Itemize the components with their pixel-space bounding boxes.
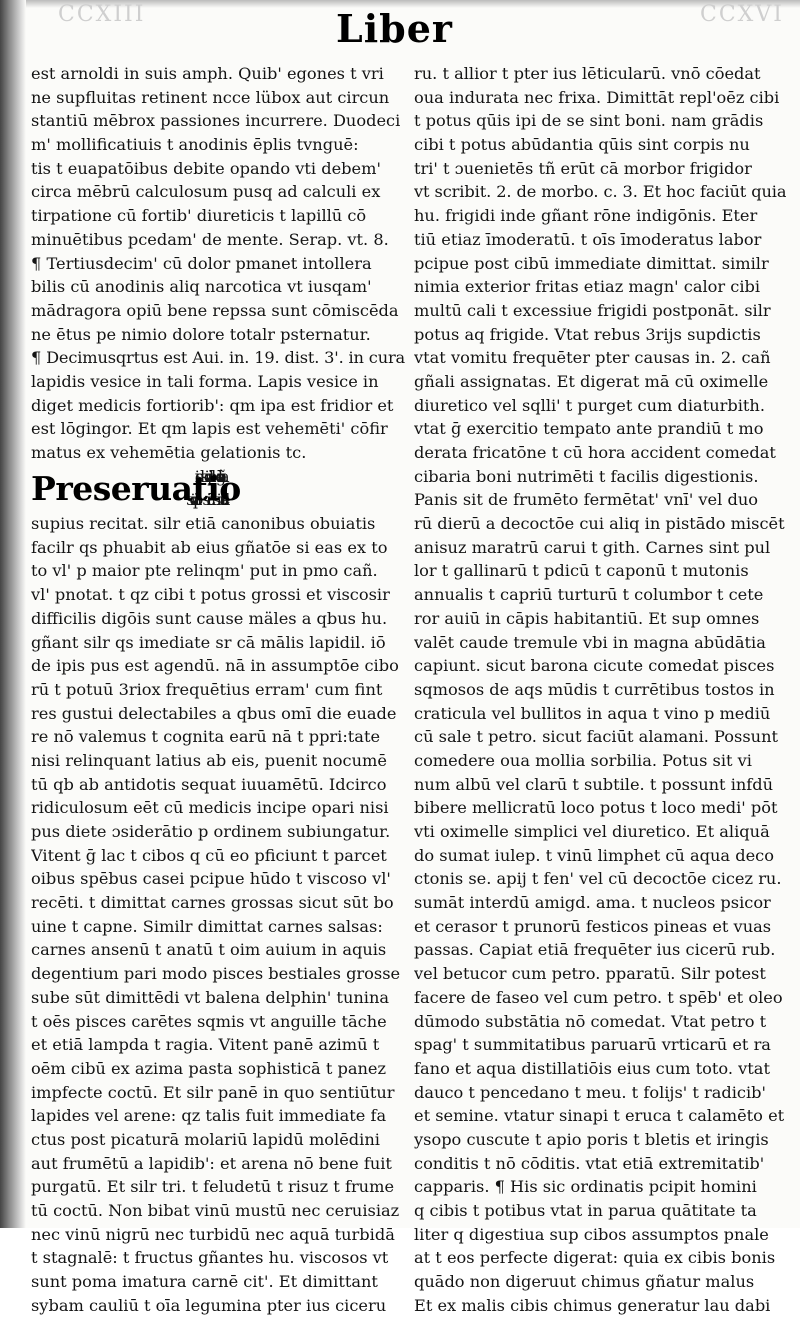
text-line: craticula vel bullitos in aqua t vino p mediū (414, 703, 771, 723)
text-line: vel betucor cum petro. pparatū. Silr potest (414, 964, 766, 984)
text-line: lapides vel arene: qz talis fuit immediate fa (31, 1106, 387, 1126)
text-line: tis t euapatōibus debite opando vti debem' (31, 158, 381, 178)
text-line: sumāt interdū amigd. ama. t nucleos psicor (414, 893, 771, 913)
text-line: nisi relinquant latius ab eis, puenit nocumē (31, 750, 387, 770)
text-line: aut frumētū a lapidib': et arena nō bene fuit (31, 1153, 392, 1173)
text-line: m' mollificatiuis t anodinis ēplis tvnguē: (31, 135, 359, 155)
text-line: est lōgingor. Et qm lapis est vehemēti' cōfir (31, 419, 388, 439)
text-line: bilis cū anodinis aliq narcotica vt iusqam' (31, 277, 372, 297)
text-line: re nō valemus t cognita earū nā t ppri:tate (31, 727, 381, 747)
text-line: purgatū. Et silr tri. t feludetū t risuz t frume (31, 1177, 395, 1197)
text-line: vtat ḡ exercitio tempato ante prandiū t mo (414, 419, 764, 439)
text-line: pus diete ɔsiderātio p ordinem subiungatur. (31, 822, 391, 842)
text-line: oua indurata nec frixa. Dimittāt repl'oēz cibi (414, 87, 780, 107)
text-line: tirpatione cū fortib' diureticis t lapillū cō (31, 206, 367, 226)
text-line: vt scribit. 2. de morbo. c. 3. Et hoc faciūt quia (414, 182, 786, 202)
text-line: vtat vomitu frequēter pter causas in. 2. cañ (414, 348, 771, 368)
text-line: capiunt. sicut barona cicute comedat pisces (414, 656, 775, 676)
text-line: quādo non digeruut chimus gñatur malus (414, 1272, 755, 1292)
text-line: ridiculosum eēt cū medicis incipe opari nisi (31, 798, 389, 818)
right-column (414, 62, 786, 1317)
text-line: tiū etiaz īmoderatū. t oīs īmoderatus labor (414, 229, 762, 249)
text-line: ne ētus pe nimio dolore totalr psternatur. (31, 324, 371, 344)
text-line: recēti. t dimittat carnes grossas sicut sūt bo (31, 893, 394, 913)
text-line: dūmodo substātia nō comedat. Vtat petro t (414, 1011, 767, 1031)
text-line: ror auiū in cāpis habitantiū. Et sup omnes (414, 608, 760, 628)
text-line: ysopo cuscute t apio poris t bletis et iringis (414, 1129, 769, 1149)
text-line: liter q digestiua sup cibos assumptos pnale (414, 1224, 769, 1244)
text-line: cibaria boni nutrimēti t facilis digestionis. (414, 466, 759, 486)
text-line: sunt poma imatura carnē cit'. Et dimittant (31, 1272, 378, 1292)
gutter-shadow (0, 0, 26, 1228)
preseruatio-initial-block (31, 465, 405, 512)
text-line: tri' t ɔuenietēs tñ erūt cā morbor frigidor (414, 158, 752, 178)
text-line: ctonis se. apij t fen' vel cū decoctōe cicez ru. (414, 869, 782, 889)
text-line: fano et aqua distillatiōis eius cum toto. vtat (414, 1058, 770, 1078)
text-line: de ipis pus est agendū. nā in assumptōe cibo (31, 656, 399, 676)
text-line: hu. frigidi inde gñant rōne indigōnis. Eter (414, 206, 758, 226)
text-line: tū coctū. Non bibat vinū mustū nec ceruisiaz (31, 1201, 400, 1221)
bleed-through-folio-left: CCXIII (58, 2, 146, 27)
text-line: facere de faseo vel cum petro. t spēb' et oleo (414, 987, 783, 1007)
text-line: Et ex malis cibis chimus generatur lau dabi (414, 1295, 771, 1315)
text-line: Panis sit de frumēto fermētat' vnī' vel duo (414, 490, 758, 510)
text-line: facilr qs phuabit ab eius gñatōe si eas ex to (31, 537, 388, 557)
text-line: et cerasor t prunorū festicos pineas et vuas (414, 916, 772, 936)
text-line: t oēs pisces carētes sqmis vt anguille tāche (31, 1011, 387, 1031)
text-line: diget medicis fortiorib': qm ipa est fridior et (31, 395, 394, 415)
text-line: potus aq frigide. Vtat rebus 3rijs supdictis (414, 324, 761, 344)
text-line: to vl' p maior pte relinqm' put in pmo cañ. (31, 561, 378, 581)
text-line: stantiū mēbrox passiones incurrere. Duodeci (31, 111, 401, 131)
text-line: gñant silr qs imediate sr cā mālis lapidil. iō (31, 632, 386, 652)
text-line: ne supfluitas retinent ncce lübox aut circun (31, 87, 390, 107)
text-line: vti oximelle simplici vel diuretico. Et aliquā (414, 822, 770, 841)
text-line: Vitent ḡ lac t cibos q cū eo pficiunt t parcet (31, 845, 387, 865)
text-line: annualis t capriū turturū t columbor t cete (414, 585, 764, 605)
text-line: at t eos perfecte digerat: quia ex cibis bonis (414, 1248, 776, 1268)
text-line: dauco t pencedano t meu. t folijs' t radicib' (414, 1082, 766, 1102)
text-line: supius recitat. silr etiā canonibus obuiatis (31, 514, 376, 534)
text-line: res gustui delectabiles a qbus omī die euade (31, 703, 397, 723)
text-line: difficilis digōis sunt cause mäles a qbus hu. (31, 608, 388, 628)
text-line: oibus spēbus casei pcipue hūdo t viscoso vl' (31, 869, 391, 889)
text-line: diuretico vel sqlli' t purget cum diaturbith. (414, 395, 765, 415)
left-column-text-bottom (31, 512, 405, 1317)
text-line: impfecte coctū. Et silr panē in quo sentiūtur (31, 1082, 395, 1102)
initial-heading: Preseruatio (31, 468, 241, 508)
text-line: cibi t potus abūdantia qūis sint corpis nu (414, 135, 750, 155)
text-line: oēm cibū ex azima pasta sophisticā t panez (31, 1058, 387, 1078)
text-line: t stagnalē: t fructus gñantes hu. viscosos vt (31, 1248, 389, 1268)
text-line: minuētibus pcedam' de mente. Serap. vt. 8. (31, 229, 389, 249)
text-line: derata fricatōne t cū hora accident comedat (414, 443, 776, 462)
text-line: matus ex vehemētia gelationis tc. (31, 443, 307, 462)
text-line: bibere mellicratū loco potus t loco medi' pōt (414, 798, 778, 818)
text-line: spag' t summitatibus paruarū vrticarū et ra (414, 1035, 771, 1055)
text-line: nec vinū nigrū nec turbidū nec aquā turbidā (31, 1224, 395, 1244)
text-line: carnes ansenū t anatū t oim auium in aquis (31, 940, 387, 960)
text-line: capparis. ¶ His sic ordinatis pcipit homini (414, 1177, 757, 1197)
text-line: est arnoldi in suis amph. Quib' egones t vri (31, 64, 384, 83)
text-line: sqmosos de aqs mūdis t currētibus tostos in (414, 679, 775, 699)
text-line: lor t gallinarū t pdicū t caponū t mutonis (414, 561, 749, 581)
text-line: sube sūt dimittēdi vt balena delphin' tunina (31, 987, 390, 1007)
text-line: anisuz maratrū carui t gith. Carnes sint pul (414, 537, 771, 557)
text-line: conditis t nō cōditis. vtat etiā extremitatib' (414, 1153, 765, 1173)
text-line: q cibis t potibus vtat in parua quātitate ta (414, 1201, 757, 1220)
text-line: uine t capne. Similr dimittat carnes salsas: (31, 916, 383, 936)
text-line: tū qb ab antidotis sequat iuuamētū. Idcirco (31, 774, 387, 794)
text-line: comedere oua mollia sorbilia. Potus sit vi (414, 750, 752, 770)
bleed-through-folio-right: CCXVI (700, 2, 784, 27)
text-line: lapidis vesice in tali forma. Lapis vesice in (31, 371, 379, 391)
text-line: valēt caude tremule vbi in magna abūdātia (414, 632, 766, 652)
text-line: ¶ Decimusqrtus est Aui. in. 19. dist. 3'. in cura (31, 348, 405, 368)
text-line: vl' pnotat. t qz cibi t potus grossi et viscosir (31, 585, 390, 605)
text-line: ru. t allior t pter ius lēticularū. vnō cōedat (414, 64, 761, 83)
text-line: passas. Capiat etiā frequēter ius cicerū rub. (414, 940, 776, 960)
text-line: do sumat iulep. t vinū limphet cū aqua deco (414, 845, 774, 865)
text-line: circa mēbrū calculosum pusq ad calculi ex (31, 182, 381, 202)
text-line: num albū vel clarū t subtile. t possunt infdū (414, 774, 774, 794)
text-line: rū dierū a decoctōe cui aliq in pistādo miscēt (414, 514, 785, 534)
text-line: sybam cauliū t oīa legumina pter ius ciceru (31, 1295, 387, 1315)
text-line: degentium pari modo pisces bestiales grosse (31, 964, 401, 984)
text-line: ctus post picaturā molariū lapidū molēdini (31, 1129, 380, 1149)
left-column-text-top (31, 62, 405, 465)
text-line: gñali assignatas. Et digerat mā cū oximelle (414, 371, 769, 391)
left-column (31, 62, 405, 1317)
text-line: et semine. vtatur sinapi t eruca t calamēto et (414, 1106, 785, 1126)
text-line: rū t potuū 3riox frequētius erram' cum fint (31, 679, 383, 699)
running-head: Liber (336, 6, 453, 51)
text-line: et etiā lampda t ragia. Vitent panē azimū t (31, 1035, 380, 1055)
text-line: cū sale t petro. sicut faciūt alamani. Possunt (414, 727, 778, 747)
text-line: ¶ Tertiusdecim' cū dolor pmanet intollera (31, 253, 372, 273)
text-line: nimia exterior fritas etiaz magn' calor cibi (414, 277, 761, 297)
text-line: pcipue post cibū immediate dimittat. similr (414, 253, 769, 273)
text-line: multū cali t excessiue frigidi postponāt. silr (414, 300, 771, 320)
text-line: t potus qūis ipi de se sint boni. nam grādis (414, 111, 764, 131)
text-line: mādragora opiū bene repssa sunt cōmiscēda (31, 300, 399, 320)
